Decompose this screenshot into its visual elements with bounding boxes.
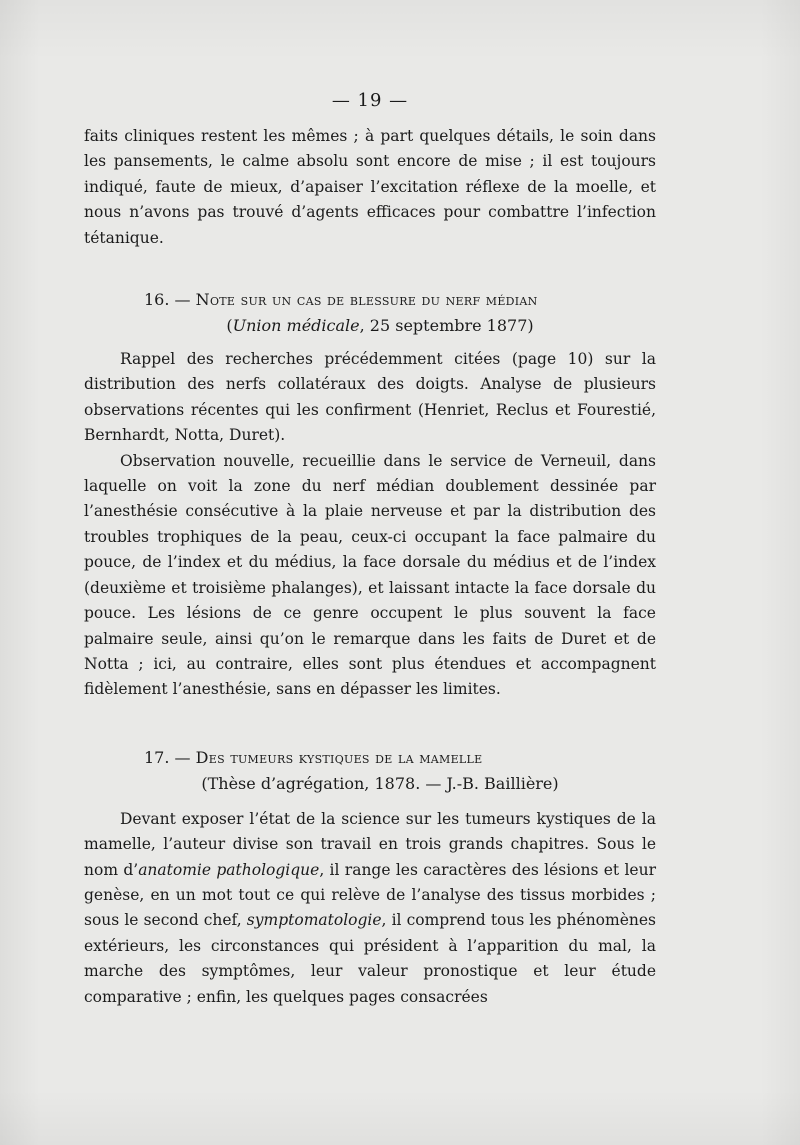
spacer bbox=[84, 797, 656, 807]
section-17-source: (Thèse d’agrégation, 1878. — J.-B. Baillière) bbox=[201, 773, 559, 793]
section-16-source-open: ( bbox=[226, 316, 233, 336]
spacer bbox=[84, 251, 656, 287]
section-17-term-anatomie: anatomie pathologique bbox=[138, 860, 320, 879]
section-17-text-start: Devant exposer l’état de la science sur les tumeurs kystiques de la mamelle, l’auteur divise son travail en trois grands chapitres. Sous le nom d’ bbox=[84, 809, 656, 879]
section-16-title: Note sur un cas de blessure du nerf médian bbox=[195, 290, 538, 310]
section-16-source bbox=[84, 312, 656, 339]
section-16-heading bbox=[84, 287, 656, 312]
page-number: — 19 — bbox=[331, 90, 409, 111]
section-17-dash: — bbox=[174, 747, 191, 767]
section-17-term-symptomatologie: symptomatologie bbox=[246, 911, 382, 930]
section-16-dash: — bbox=[174, 290, 191, 310]
section-17-heading bbox=[84, 745, 656, 770]
section-17-text-mid: , il range les caractères des lésions et leur genèse, en un mot tout ce qui relève de l’analyse des tissus morbides ; sous le second chef, bbox=[84, 860, 656, 930]
section-16-source-rest: , 25 septembre 1877) bbox=[359, 316, 534, 336]
spacer bbox=[84, 703, 656, 745]
section-16-paragraph-2: Observation nouvelle, recueillie dans le service de Verneuil, dans laquelle on voit la zone du nerf médian doublement dessinée par l’anesthésie consécutive à la plaie nerveuse et par la distribution des troubles trophiques de la peau, ceux-ci occupant la face palmaire du pouce, de l’index et du médius, la face dorsale du médius et de l’index (deuxième et troisième phalanges), et laissant intacte la face dorsale du pouce. Les lésions de ce genre occupent le plus souvent la face palmaire seule, ainsi qu’on le remarque dans les faits de Duret et de Notta ; ici, au contraire, elles sont plus étendues et accompagnent fidèlement l’anesthésie, sans en dépasser les limites. bbox=[84, 451, 656, 699]
spacer bbox=[84, 339, 656, 347]
section-17-paragraph-1 bbox=[84, 807, 656, 1010]
section-16-paragraph-1: Rappel des recherches précédemment citées (page 10) sur la distribution des nerfs collatéraux des doigts. Analyse de plusieurs observations récentes qui les confirment (Henriet, Reclus et Fourestié, Bernhardt, Notta, Duret). bbox=[84, 350, 656, 445]
section-17-number: 17. bbox=[144, 747, 170, 767]
section-17-text-end: , il comprend tous les phénomènes extérieurs, les circonstances qui président à l’apparition du mal, la marche des symptômes, leur valeur pronostique et leur étude comparative ; enfin, les quelques pages consacrées bbox=[84, 911, 656, 1006]
document-page bbox=[84, 86, 656, 1010]
intro-paragraph: faits cliniques restent les mêmes ; à part quelques détails, le soin dans les pansements, le calme absolu sont encore de mise ; il est toujours indiqué, faute de mieux, d’apaiser l’excitation réflexe de la moelle, et nous n’avons pas trouvé d’agents efficaces pour combattre l’infection tétanique. bbox=[84, 127, 656, 247]
section-17-title: Des tumeurs kystiques de la mamelle bbox=[195, 747, 483, 767]
section-16-number: 16. bbox=[144, 290, 170, 310]
section-16-journal: Union médicale bbox=[232, 316, 360, 336]
